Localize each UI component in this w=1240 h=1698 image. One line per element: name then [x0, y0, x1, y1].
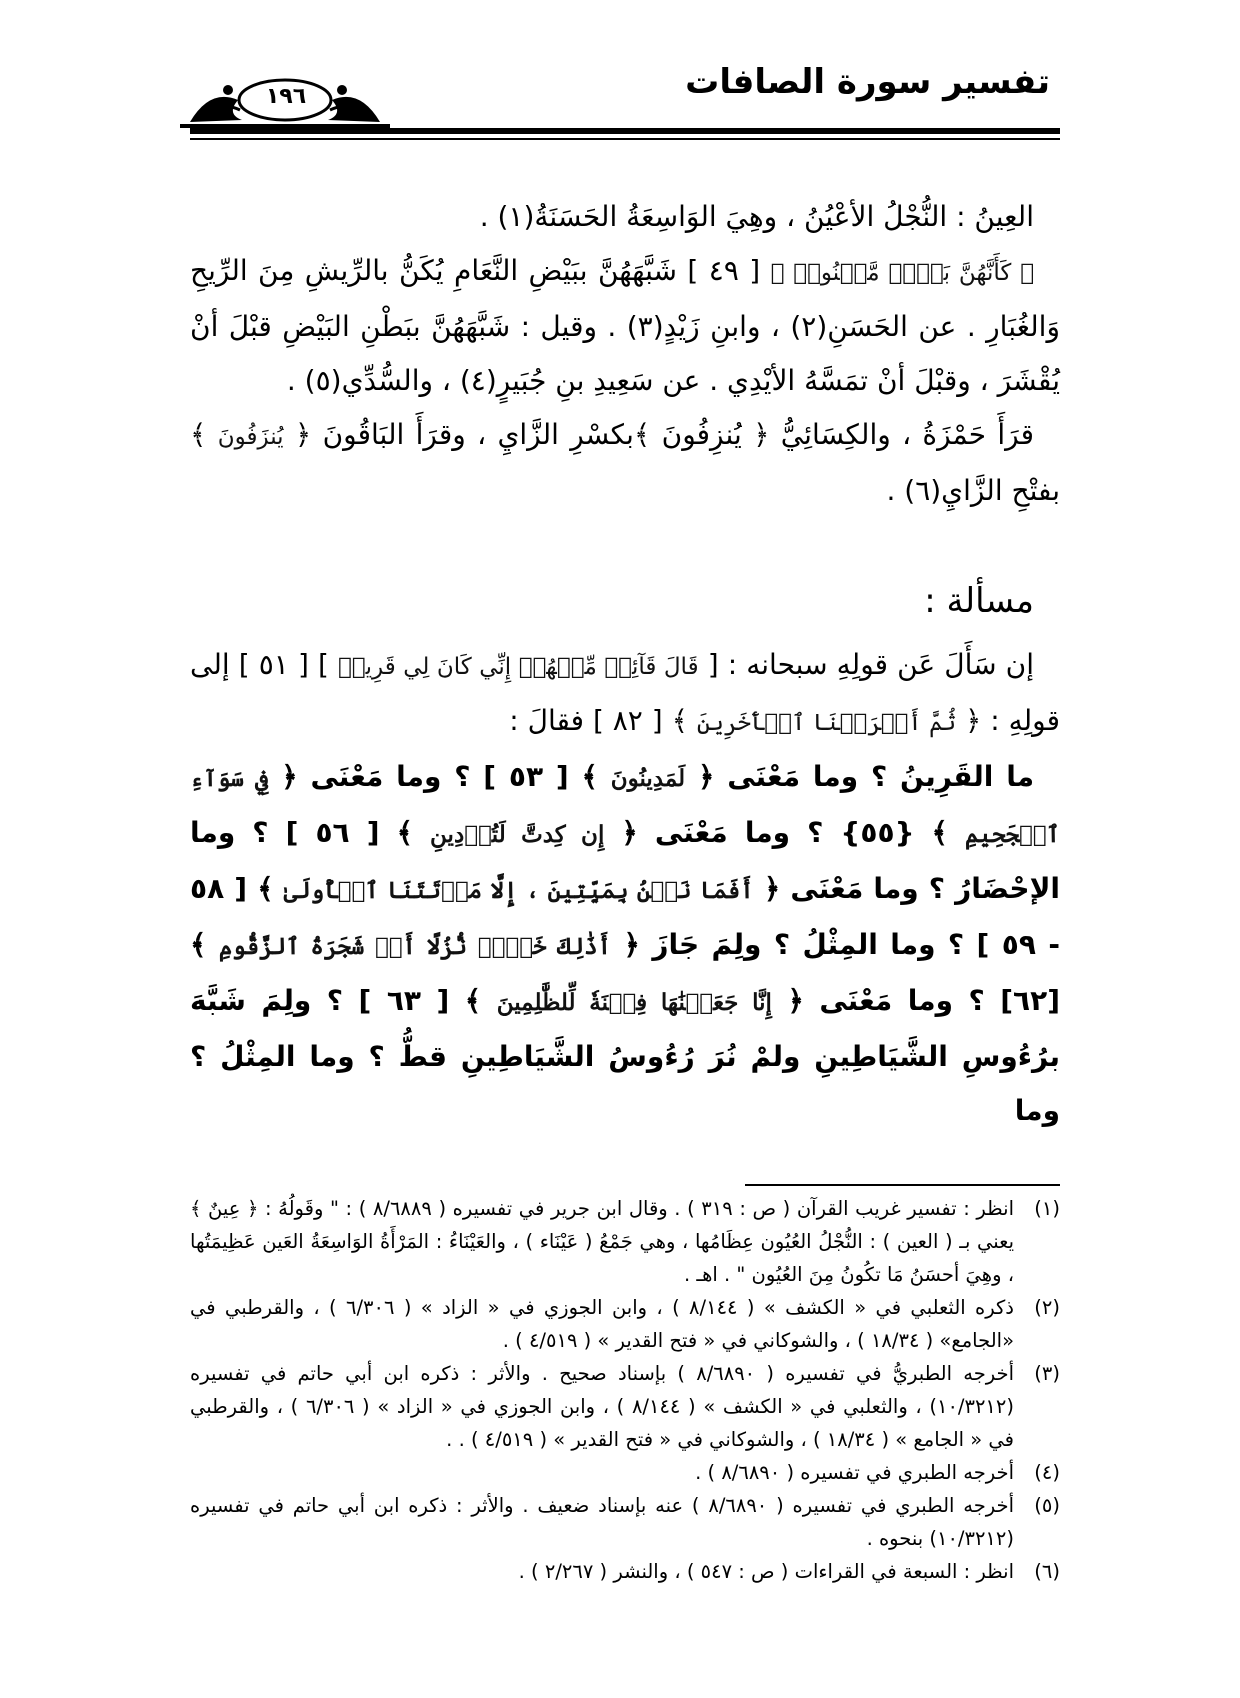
paragraph-3-text-b: ﴾ بفتْحِ الزَّايِ(٦) . [190, 418, 1060, 507]
paragraph-5-text-b: ﴾ [ ٥٣ ] ؟ وما مَعْنَى ﴿ [281, 760, 598, 793]
spacer [190, 518, 1060, 564]
quran-verse: قَالَ قَآئِلٞ مِّنۡهُمۡ إِنِّي كَانَ لِي قَرِينٞ [338, 654, 699, 680]
footnote-separator [745, 1184, 1060, 1186]
footnote-text: أخرجه الطبري في تفسيره ( ٨/٦٨٩٠ ) عنه بإسناد ضعيف . والأثر : ذكره ابن أبي حاتم في تفسيره (١٠/٣٢١٢) بنحوه . [190, 1494, 1015, 1550]
quran-verse: أَفَمَا نَحۡنُ بِمَيِّتِينَ ، إِلَّا مَوۡتَتَنَا ٱلۡأُولَىٰ [283, 877, 754, 904]
quran-verse: إِن كِدتَّ لَتُرۡدِينِ [430, 821, 605, 848]
footnote-item [190, 1357, 1060, 1456]
quran-verse: يُنزَفُونَ [217, 424, 284, 450]
paragraph-5-text-c: ﴾ {٥٥} ؟ وما مَعْنَى ﴿ [621, 816, 948, 849]
footnotes [190, 1192, 1060, 1588]
footnote-text: أخرجه الطبري في تفسيره ( ٨/٦٨٩٠ ) . [695, 1461, 1014, 1484]
paragraph-5-text-g: ﴾ [ ٦٣ ] ؟ ولِمَ شَبَّهَ برُءُوسِ الشَّيَاطِينِ ولمْ نُرَ رُءُوسُ الشَّيَاطِينِ قطُّ ؟ وما المِثْلُ ؟ وما [190, 984, 1060, 1127]
section-heading: مسألة : [924, 581, 1034, 621]
paragraph-5-text-a: ما القَرِينُ ؟ وما مَعْنَى ﴿ [698, 760, 1035, 793]
quran-verse: أَذَٰلِكَ خَيۡرٞ نُّزُلًا أَمۡ شَجَرَةُ ٱلزَّقُّومِ [218, 933, 612, 960]
header-rule-thick [190, 128, 1060, 134]
footnote-item [190, 1489, 1060, 1555]
footnote-number: (٢) [1034, 1296, 1060, 1319]
header-rule-thin [190, 138, 1060, 140]
page-header-title: تفسير سورة الصافات [685, 62, 1050, 102]
quran-verse: إِنَّا جَعَلۡنَٰهَا فِتۡنَةٗ لِّلظَّٰلِمِينَ [496, 989, 772, 1016]
footnote-item [190, 1555, 1060, 1588]
footnote-item [190, 1456, 1060, 1489]
quran-verse: ثُمَّ أَغۡرَقۡنَا ٱلۡأٓخَرِينَ [696, 710, 957, 736]
paragraph-4-text-c: ﴾ [ ٨٢ ] فقالَ : [509, 704, 688, 737]
paragraph-4-text-a: إن سَأَلَ عَن قولِهِ سبحانه : [ [707, 648, 1035, 681]
quran-verse: فِي سَوَآءِ ٱلۡجَحِيمِ [190, 765, 1061, 848]
footnote-text: انظر : تفسير غريب القرآن ( ص : ٣١٩ ) . وقال ابن جرير في تفسيره ( ٨/٦٨٨٩ ) : " وقَولُهُ : ﴿ عِينٌ ﴾ يعني بـ ( العين ) : النُّجْلُ العُيُون عِظَامُها ، وهي جَمْعُ ( عَيْنَاء ) ، والعَيْنَاءُ : المَرْأَةُ الوَاسِعَةُ العَين عَظِيمَتُها ، وهِيَ أحسَنُ مَا تكُونُ مِنَ العُيُون " . اهـ . [190, 1197, 1014, 1286]
footnote-item [190, 1291, 1060, 1357]
paragraph-5-text-e: ﴾ [ ٥٨ - ٥٩ ] ؟ وما المِثْلُ ؟ ولِمَ جَازَ ﴿ [190, 872, 1061, 961]
footnote-number: (٦) [1034, 1560, 1060, 1583]
footnote-text: أخرجه الطبريُّ في تفسيره ( ٨/٦٨٩٠ ) بإسناد صحيح . والأثر : ذكره ابن أبي حاتم في تفسيره (١٠/٣٢١٢) ، والثعلبي في « الكشف » ( ٨/١٤٤ ) ، وابن الجوزي في « الزاد » ( ٦/٣٠٦ ) ، والقرطبي في « الجامع » ( ١٨/٣٤ ) ، والشوكاني في « فتح القدير » ( ٤/٥١٩ ) . . [190, 1362, 1014, 1451]
main-text [190, 190, 1060, 1138]
paragraph-3-text-a: قرَأَ حَمْزَةُ ، والكِسَائِيُّ ﴿ يُنزِفُونَ ﴾بكسْرِ الزَّايِ ، وقرَأَ البَاقُونَ ﴿ [294, 418, 1034, 451]
quran-verse: ﴿ كَأَنَّهُنَّ بَيۡضٞ مَّكۡنُونٞ ﴾ [770, 260, 1035, 286]
page-number: ١٩٦ [265, 84, 307, 109]
paragraph-2-text: [ ٤٩ ] شَبَّهَهُنَّ ببَيْضِ النَّعَامِ يُكَنُّ بالرِّيشِ مِنَ الرِّيحِ وَالغُبَارِ . عن الحَسَنِ(٢) ، وابنِ زَيْدٍ(٣) . وقيل : شَبَّهَهُنَّ ببَطْنِ البَيْضِ قبْلَ أنْ يُقْشَرَ ، وقبْلَ أنْ تمَسَّهُ الأيْدِي . عن سَعِيدِ بنِ جُبَيرٍ(٤) ، والسُّدِّي(٥) . [190, 254, 1060, 397]
footnote-number: (١) [1034, 1197, 1060, 1220]
paragraph-1: العِينُ : النُّجْلُ الأعْيُنُ ، وهِيَ الوَاسِعَةُ الحَسَنَةُ(١) . [479, 200, 1034, 233]
paragraph-3 [190, 408, 1060, 518]
paragraph-4-text-b: ] [ ٥١ ] إلى قولِهِ : ﴿ [190, 648, 1060, 737]
footnote-number: (٤) [1034, 1461, 1060, 1484]
footnote-text: انظر : السبعة في القراءات ( ص : ٥٤٧ ) ، والنشر ( ٢/٢٦٧ ) . [518, 1560, 1014, 1583]
footnote-number: (٥) [1034, 1494, 1060, 1517]
quran-verse: لَمَدِينُونَ [610, 765, 686, 792]
paragraph-4 [190, 638, 1060, 750]
paragraph-5-text-f: ﴾ [٦٢] ؟ وما مَعْنَى ﴿ [190, 928, 1061, 1017]
paragraph-2 [190, 244, 1060, 408]
footnote-number: (٣) [1034, 1362, 1060, 1385]
paragraph-5-text-d: ﴾ [ ٥٦ ] ؟ وما الإحْضَارُ ؟ وما مَعْنَى ﴿ [190, 816, 1061, 905]
footnote-text: ذكره الثعلبي في « الكشف » ( ٨/١٤٤ ) ، وابن الجوزي في « الزاد » ( ٦/٣٠٦ ) ، والقرطبي في «الجامع» ( ١٨/٣٤ ) ، والشوكاني في « فتح القدير » ( ٤/٥١٩ ) . [190, 1296, 1014, 1352]
footnote-item [190, 1192, 1060, 1291]
paragraph-5 [190, 750, 1060, 1138]
